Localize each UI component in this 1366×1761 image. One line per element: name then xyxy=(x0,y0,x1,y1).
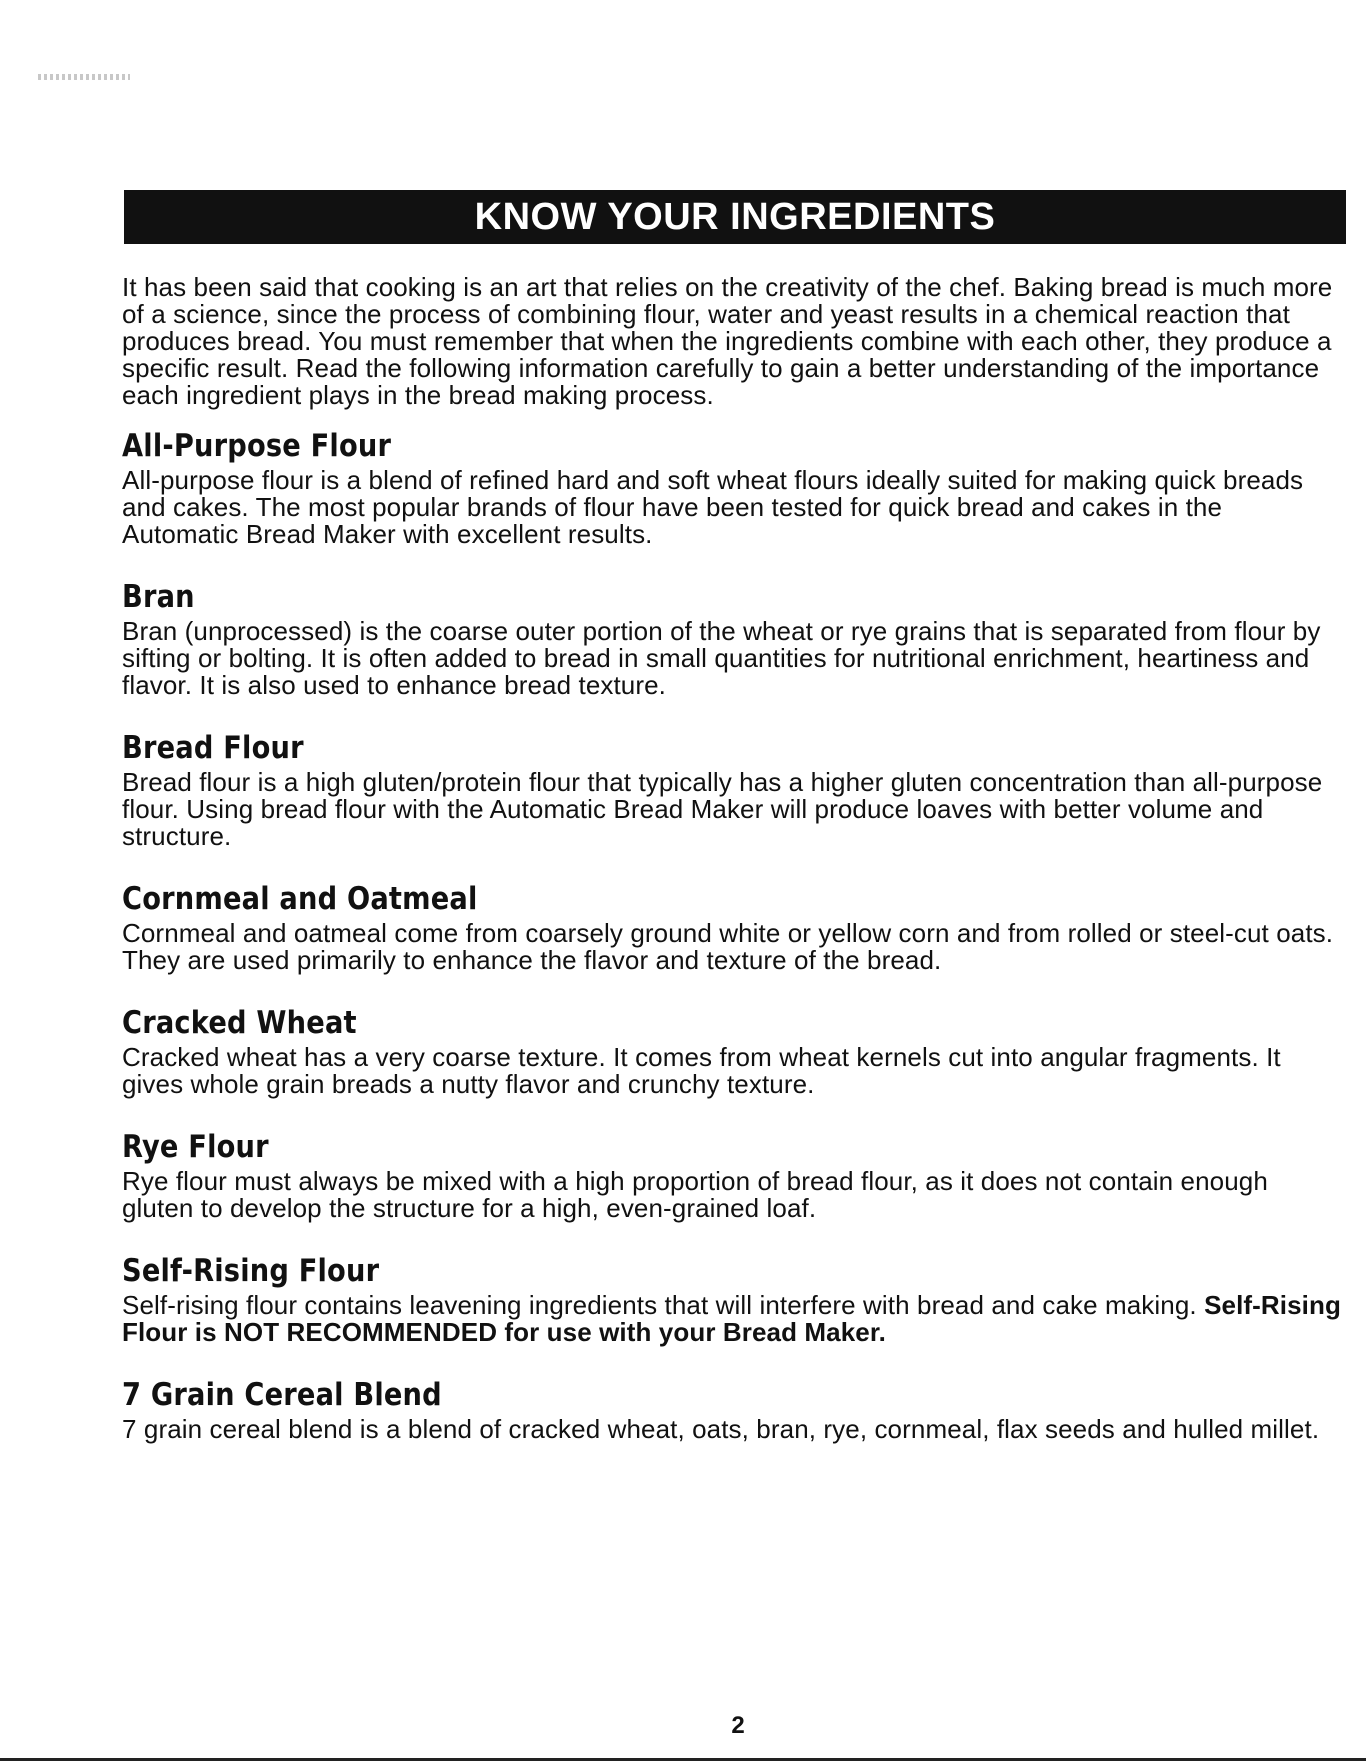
section-heading: Self-Rising Flour xyxy=(122,1253,380,1289)
section-body: Cornmeal and oatmeal come from coarsely ground white or yellow corn and from rolled or steel-cut oats. They are used primarily to enhance the flavor and texture of the bread. xyxy=(122,918,1334,975)
section-7-grain-cereal-blend xyxy=(122,1376,1344,1443)
section-heading: Bran xyxy=(122,579,195,615)
section-cornmeal-and-oatmeal xyxy=(122,880,1344,974)
scan-artifact xyxy=(38,74,130,80)
section-heading: Cornmeal and Oatmeal xyxy=(122,881,478,917)
section-body: Rye flour must always be mixed with a high proportion of bread flour, as it does not contain enough gluten to develop the structure for a high, even-grained loaf. xyxy=(122,1166,1268,1223)
intro-paragraph: It has been said that cooking is an art that relies on the creativity of the chef. Baking bread is much more of a science, since the process of combining flour, water and yeast results in a chemical reaction that produces bread. You must remember that when the ingredients combine with each other, they produce a specific result. Read the following information carefully to gain a better understanding of the importance each ingredient plays in the bread making process. xyxy=(122,272,1333,410)
section-cracked-wheat xyxy=(122,1004,1344,1098)
section-self-rising-flour xyxy=(122,1252,1344,1346)
section-body: Cracked wheat has a very coarse texture. It comes from wheat kernels cut into angular fragments. It gives whole grain breads a nutty flavor and crunchy texture. xyxy=(122,1042,1281,1099)
section-body: All-purpose flour is a blend of refined hard and soft wheat flours ideally suited for making quick breads and cakes. The most popular brands of flour have been tested for quick bread and cakes in the Automatic Bread Maker with excellent results. xyxy=(122,465,1304,549)
section-body: Bread flour is a high gluten/protein flour that typically has a higher gluten concentration than all-purpose flour. Using bread flour with the Automatic Bread Maker will produce loaves with better volume and structure. xyxy=(122,767,1323,851)
warning-text: Self-Rising Flour is NOT RECOMMENDED for use with your Bread Maker. xyxy=(122,1290,1341,1347)
section-body: 7 grain cereal blend is a blend of cracked wheat, oats, bran, rye, cornmeal, flax seeds and hulled millet. xyxy=(122,1414,1320,1444)
section-body: Bran (unprocessed) is the coarse outer portion of the wheat or rye grains that is separated from flour by sifting or bolting. It is often added to bread in small quantities for nutritional enrichment, heartiness and flavor. It is also used to enhance bread texture. xyxy=(122,616,1321,700)
section-heading: Cracked Wheat xyxy=(122,1005,357,1041)
section-bran xyxy=(122,578,1344,699)
section-rye-flour xyxy=(122,1128,1344,1222)
section-all-purpose-flour xyxy=(122,427,1344,548)
section-heading: All-Purpose Flour xyxy=(122,428,392,464)
page-number: 2 xyxy=(731,1712,745,1739)
section-heading: Rye Flour xyxy=(122,1129,269,1165)
page-title: KNOW YOUR INGREDIENTS xyxy=(124,190,1346,244)
page-content xyxy=(122,190,1344,1443)
section-body-text: Self-rising flour contains leavening ingredients that will interfere with bread and cake making. xyxy=(122,1290,1197,1320)
section-body xyxy=(122,1292,1344,1346)
section-heading: 7 Grain Cereal Blend xyxy=(122,1377,442,1413)
section-bread-flour xyxy=(122,729,1344,850)
section-heading: Bread Flour xyxy=(122,730,304,766)
